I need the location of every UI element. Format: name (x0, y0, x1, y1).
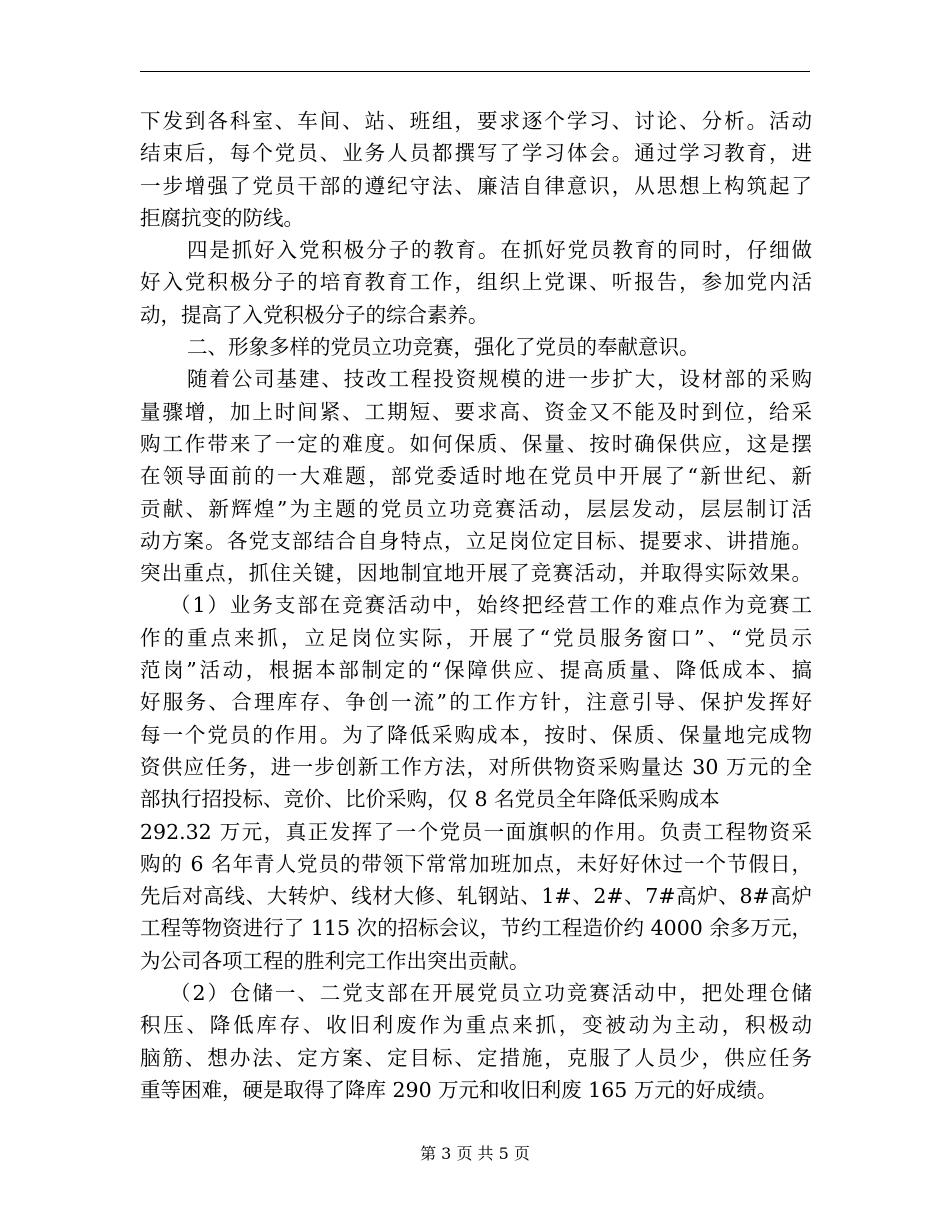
text-line: 动，提高了入党积极分子的综合素养。 (140, 302, 489, 327)
text-line: 为公司各项工程的胜利完工作出突出贡献。 (140, 948, 530, 973)
text-line: 重等困难，硬是取得了降库 290 万元和收旧利废 165 万元的好成绩。 (140, 1077, 778, 1102)
text-line: 作的重点来抓，立足岗位实际，开展了“党员服务窗口”、“党员示 (140, 625, 812, 650)
text-line: 拒腐抗变的防线。 (140, 205, 304, 230)
text-line: 购的 6 名年青人党员的带领下常常加班加点，未好好休过一个节假日， (140, 851, 812, 876)
text-line: 量骤增，加上时间紧、工期短、要求高、资金又不能及时到位，给采 (140, 399, 812, 424)
section-heading: 二、形象多样的党员立功竞赛，强化了党员的奉献意识。 (187, 335, 700, 360)
text-line: 脑筋、想办法、定方案、定目标、定措施，克服了人员少，供应任务 (140, 1045, 812, 1070)
paragraph-first-line: 四是抓好入党积极分子的教育。在抓好党员教育的同时，仔细做 (187, 238, 812, 263)
text-line: 每一个党员的作用。为了降低采购成本，按时、保质、保量地完成物 (140, 722, 812, 747)
text-line: 好服务、合理库存、争创一流”的工作方针，注意引导、保护发挥好 (140, 690, 812, 715)
text-line: 292.32 万元，真正发挥了一个党员一面旗帜的作用。负责工程物资采 (140, 819, 812, 844)
text-line: 积压、降低库存、收旧利废作为重点来抓，变被动为主动，积极动 (140, 1013, 812, 1038)
text-line: 好入党积极分子的培育教育工作，组织上党课、听报告，参加党内活 (140, 270, 812, 295)
paragraph-first-line: （2）仓储一、二党支部在开展党员立功竞赛活动中，把处理仓储 (170, 981, 812, 1006)
text-line: 范岗”活动，根据本部制定的“保障供应、提高质量、降低成本、搞 (140, 658, 812, 683)
text-line: 工程等物资进行了 115 次的招标会议，节约工程造价约 4000 余多万元， (140, 916, 812, 941)
text-line: 购工作带来了一定的难度。如何保质、保量、按时确保供应，这是摆 (140, 431, 812, 456)
text-line: 先后对高线、大转炉、线材大修、轧钢站、1#、2#、7#高炉、8#高炉 (140, 884, 812, 909)
document-body (140, 105, 812, 1106)
text-line: 结束后，每个党员、业务人员都撰写了学习体会。通过学习教育，进 (140, 141, 812, 166)
paragraph-first-line: 随着公司基建、技改工程投资规模的进一步扩大，设材部的采购 (187, 367, 812, 392)
text-line: 部执行招投标、竞价、比价采购，仅 8 名党员全年降低采购成本 (140, 787, 720, 812)
text-line: 突出重点，抓住关键，因地制宜地开展了竞赛活动，并取得实际效果。 (140, 561, 812, 586)
text-line: 一步增强了党员干部的遵纪守法、廉洁自律意识，从思想上构筑起了 (140, 173, 812, 198)
paragraph-first-line: （1）业务支部在竞赛活动中，始终把经营工作的难点作为竞赛工 (170, 593, 812, 618)
text-line: 下发到各科室、车间、站、班组，要求逐个学习、讨论、分析。活动 (140, 109, 812, 133)
text-line: 资供应任务，进一步创新工作方法，对所供物资采购量达 30 万元的全 (140, 754, 812, 779)
header-rule (140, 71, 810, 72)
text-line: 贡献、新辉煌”为主题的党员立功竞赛活动，层层发动，层层制订活 (140, 496, 812, 521)
text-line: 在领导面前的一大难题，部党委适时地在党员中开展了“新世纪、新 (140, 464, 812, 489)
page-number-footer: 第 3 页 共 5 页 (420, 1144, 530, 1163)
text-line: 动方案。各党支部结合自身特点，立足岗位定目标、提要求、讲措施。 (140, 528, 812, 553)
